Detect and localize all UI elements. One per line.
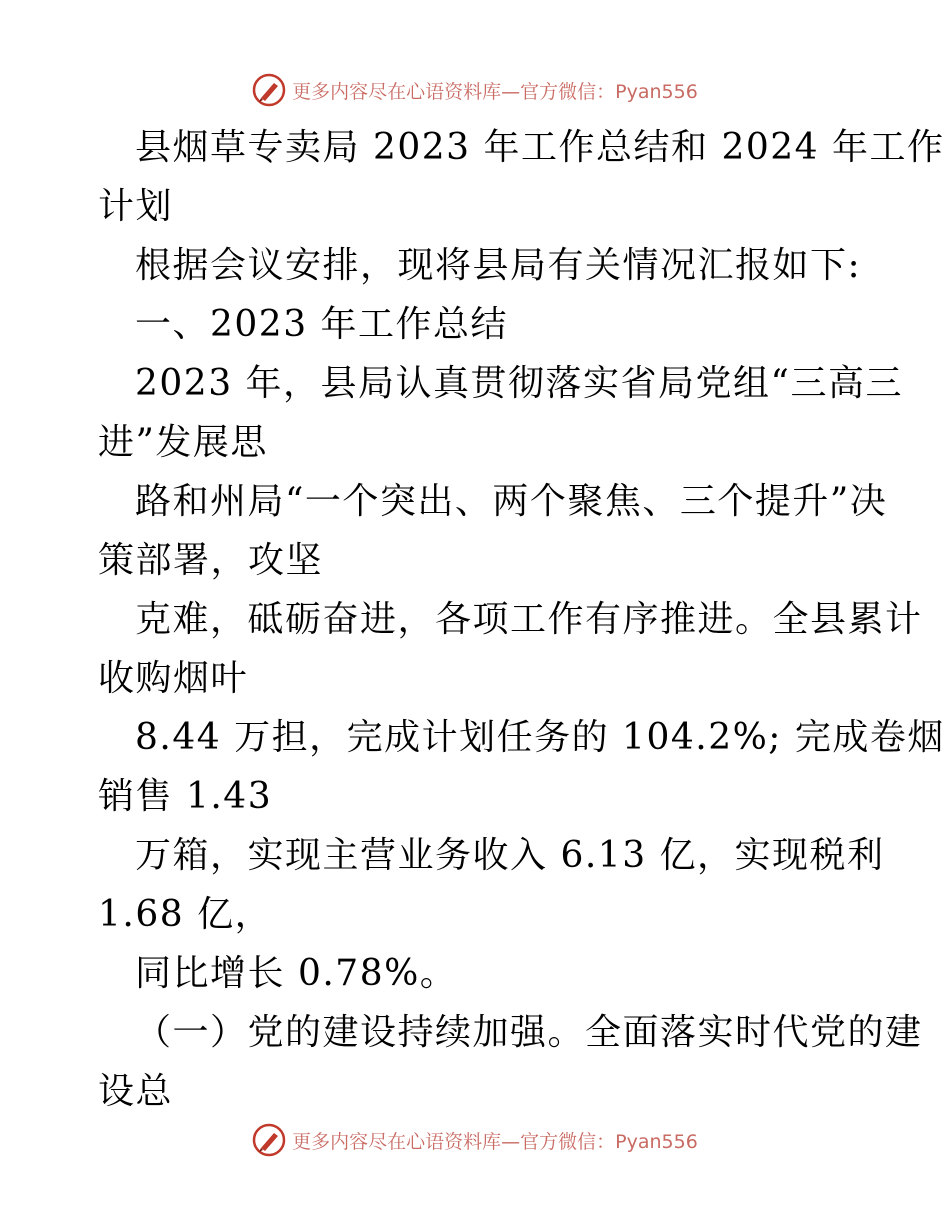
text-line: 8.44 万担，完成计划任务的 104.2%; 完成卷烟 [135,717,945,758]
header-watermark [0,68,950,112]
document-body [98,118,945,1121]
text-line: 进”发展思 [98,422,268,463]
watermark-text: 更多内容尽在心语资料库—官方微信：Pyan556 [292,1130,698,1153]
text-line: 1.68 亿， [98,894,273,935]
text-line: 根据会议安排，现将县局有关情况汇报如下: [135,245,862,286]
text-line: 计划 [98,186,174,227]
text-line: 设总 [98,1071,174,1112]
text-line: 销售 1.43 [98,776,273,817]
text-line: 县烟草专卖局 2023 年工作总结和 2024 年工作 [135,127,945,168]
text-line: 收购烟叶 [98,658,249,699]
text-line: 克难，砥砺奋进，各项工作有序推进。全县累计 [135,599,923,640]
watermark-text: 更多内容尽在心语资料库—官方微信：Pyan556 [292,80,698,103]
text-line: 万箱，实现主营业务收入 6.13 亿，实现税利 [135,835,885,876]
text-line: （一）党的建设持续加强。全面落实时代党的建 [135,1012,923,1053]
text-line: 策部署，攻坚 [98,540,324,581]
text-line: 路和州局“一个突出、两个聚焦、三个提升”决 [135,481,888,522]
text-line: 同比增长 0.78%。 [135,953,458,994]
text-line: 2023 年，县局认真贯彻落实省局党组“三高三 [135,363,903,404]
pen-logo-icon [252,73,286,107]
text-line: 一、2023 年工作总结 [135,304,509,345]
footer-watermark [0,1118,950,1162]
pen-logo-icon [252,1123,286,1157]
